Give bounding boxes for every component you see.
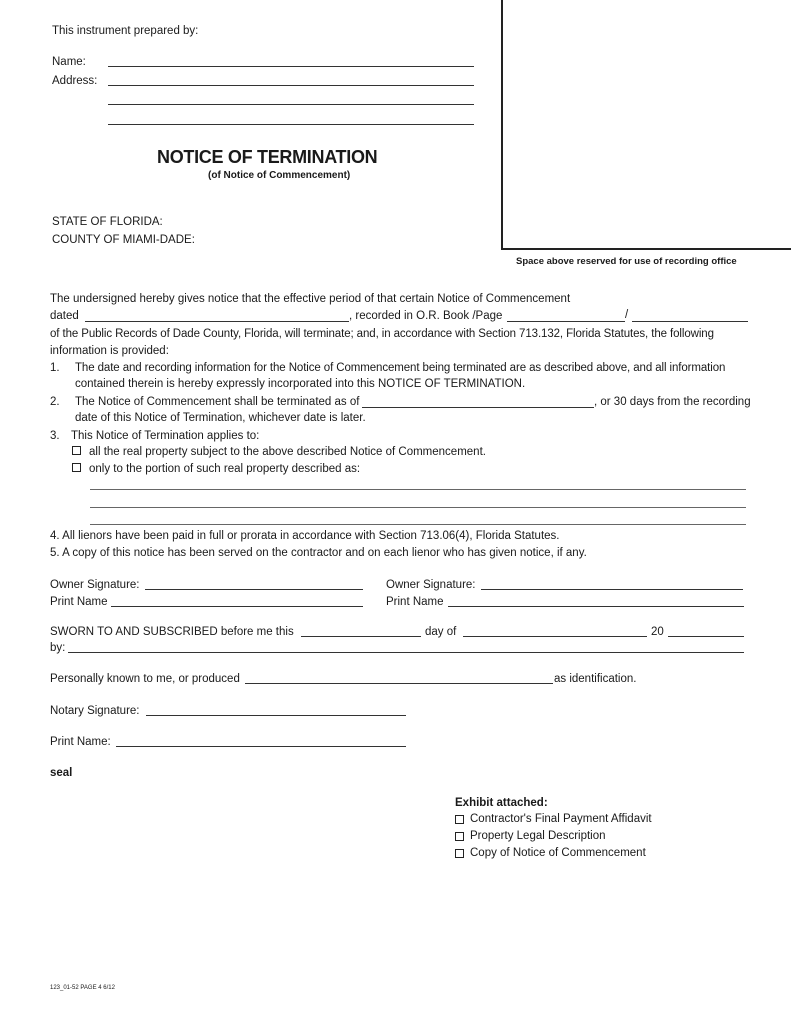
print-name-label-2: Print Name: [386, 596, 444, 608]
all-property-checkbox[interactable]: [72, 446, 81, 455]
exhibit-checkbox-3[interactable]: [455, 849, 464, 858]
day-of-label: day of: [425, 626, 457, 638]
exhibit-option-3: Copy of Notice of Commencement: [470, 847, 646, 859]
year-prefix: 20: [651, 626, 664, 638]
page-title: NOTICE OF TERMINATION: [157, 147, 378, 167]
page-subtitle: (of Notice of Commencement): [208, 170, 351, 181]
county-label: COUNTY OF MIAMI-DADE:: [52, 234, 195, 246]
notary-print-name-label: Print Name:: [50, 736, 111, 748]
address-label: Address:: [52, 75, 98, 87]
identification-field[interactable]: [245, 683, 553, 684]
portion-property-checkbox[interactable]: [72, 463, 81, 472]
notary-signature-label: Notary Signature:: [50, 705, 140, 717]
item-2-number: 2.: [50, 396, 60, 408]
by-label: by:: [50, 642, 66, 654]
portion-property-label: only to the portion of such real property described as:: [89, 463, 361, 475]
identification-label: Personally known to me, or produced: [50, 673, 240, 685]
prepared-by-heading: This instrument prepared by:: [52, 25, 199, 37]
print-name-label-1: Print Name: [50, 596, 108, 608]
state-label: STATE OF FLORIDA:: [52, 216, 163, 228]
dated-field[interactable]: [85, 321, 349, 322]
exhibit-option-1: Contractor's Final Payment Affidavit: [470, 813, 652, 825]
item-2-line-b: date of this Notice of Termination, whichever date is later.: [75, 412, 366, 424]
by-field[interactable]: [68, 652, 744, 653]
all-property-label: all the real property subject to the above described Notice of Commencement.: [89, 446, 486, 458]
book-page-slash: /: [625, 309, 629, 321]
owner-signature-label-2: Owner Signature:: [386, 579, 476, 591]
intro-line-3: of the Public Records of Dade County, Florida, will terminate; and, in accordance with Section 713.132, Florida Statutes, the following: [50, 328, 714, 340]
dated-label: dated: [50, 310, 79, 322]
name-field[interactable]: [108, 66, 474, 67]
name-label: Name:: [52, 56, 86, 68]
address-field-2[interactable]: [108, 104, 474, 105]
notary-signature-field[interactable]: [146, 715, 406, 716]
print-name-field-2[interactable]: [448, 606, 744, 607]
intro-line-1: The undersigned hereby gives notice that the effective period of that certain Notice of Commencement: [50, 293, 571, 305]
owner-signature-field-2[interactable]: [481, 589, 743, 590]
sworn-label: SWORN TO AND SUBSCRIBED before me this: [50, 626, 294, 638]
property-description-line-2[interactable]: [90, 507, 746, 508]
termination-date-field[interactable]: [362, 407, 594, 408]
item-1-number: 1.: [50, 362, 60, 374]
item-5: 5. A copy of this notice has been served on the contractor and on each lienor who has given notice, if any.: [50, 547, 587, 559]
item-4: 4. All lienors have been paid in full or prorata in accordance with Section 713.06(4), Florida Statutes.: [50, 530, 560, 542]
identification-suffix: as identification.: [554, 673, 637, 685]
footer-form-code: 123_01-52 PAGE 4 6/12: [50, 985, 115, 991]
item-3-number: 3.: [50, 430, 60, 442]
exhibit-checkbox-2[interactable]: [455, 832, 464, 841]
property-description-line-1[interactable]: [90, 489, 746, 490]
property-description-line-3[interactable]: [90, 524, 746, 525]
item-1-line-a: The date and recording information for the Notice of Commencement being terminated are as described above, and all information: [75, 362, 726, 374]
recording-office-box: [501, 0, 791, 250]
exhibit-option-2: Property Legal Description: [470, 830, 606, 842]
exhibit-heading: Exhibit attached:: [455, 797, 548, 809]
month-field[interactable]: [463, 636, 647, 637]
address-field-3[interactable]: [108, 124, 474, 125]
item-3-text: This Notice of Termination applies to:: [71, 430, 260, 442]
item-2-line-a2: , or 30 days from the recording: [594, 396, 751, 408]
exhibit-checkbox-1[interactable]: [455, 815, 464, 824]
notary-print-name-field[interactable]: [116, 746, 406, 747]
print-name-field-1[interactable]: [111, 606, 363, 607]
page-field[interactable]: [632, 321, 748, 322]
owner-signature-field-1[interactable]: [145, 589, 363, 590]
owner-signature-label-1: Owner Signature:: [50, 579, 140, 591]
year-field[interactable]: [668, 636, 744, 637]
address-field-1[interactable]: [108, 85, 474, 86]
recording-note: Space above reserved for use of recording office: [516, 256, 737, 267]
seal-label: seal: [50, 767, 73, 779]
recorded-label: , recorded in O.R. Book /Page: [349, 310, 503, 322]
item-1-line-b: contained therein is hereby expressly incorporated into this NOTICE OF TERMINATION.: [75, 378, 526, 390]
book-field[interactable]: [507, 321, 625, 322]
sworn-day-field[interactable]: [301, 636, 421, 637]
item-2-line-a: The Notice of Commencement shall be terminated as of: [75, 396, 360, 408]
intro-line-4: information is provided:: [50, 345, 169, 357]
